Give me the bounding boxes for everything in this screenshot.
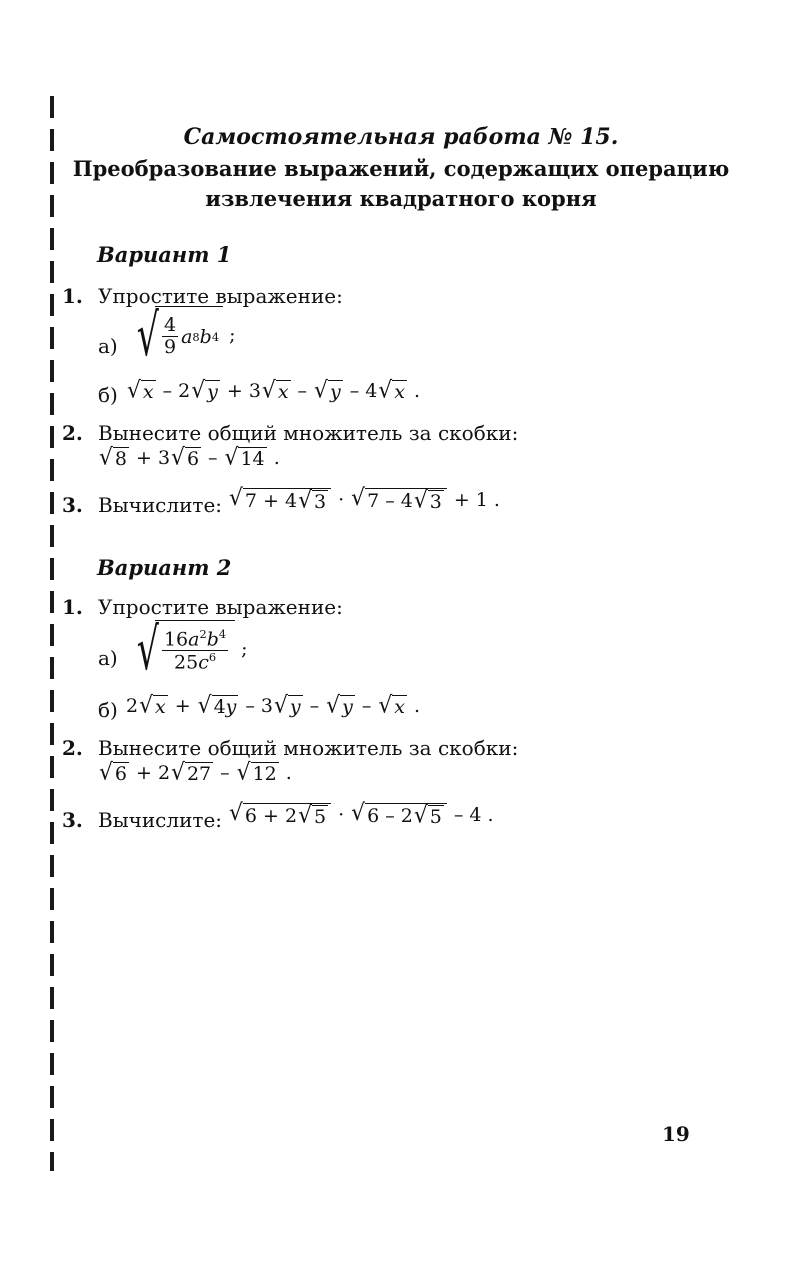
v2-task2-number: 2. [62,736,83,760]
v1-task2-expression: √ 8 + 3 √ 6 – √ 14 . [99,444,280,471]
v2-task1-text: Упростите выражение: [98,595,343,619]
v1-task1a-label: а) [98,334,118,358]
v2-task1a-label: а) [98,646,118,670]
v1-task2-text: Вынесите общий множитель за скобки: [98,421,519,445]
v2-task3-expression: √ 6 + 2 √ 5 · √ 6 – 2 √ 5 – 4 . [229,800,494,829]
page-subtitle-line-1: Преобразование выражений, содержащих операцию [72,156,730,181]
cut-line [50,96,54,1171]
v2-task1b-expression: 2 √ x + √ 4y – 3 √ y – √ y – √ x . [126,692,421,719]
v1-task1b-label: б) [98,383,118,407]
v1-task1a-expression: √ $\frac{4}{9}$ a 8 b 4 ; [136,301,236,369]
v2-task1a-expression: √ $\frac{16a^2b^4}{25c^6}$ ; [136,615,248,683]
v1-task3-number: 3. [62,493,83,517]
v1-task3-expression: √ 7 + 4 √ 3 · √ 7 – 4 √ 3 + 1 . [229,485,500,514]
v2-task3-number: 3. [62,808,83,832]
page-title: Самостоятельная работа № 15. [183,124,619,150]
variant-2-heading: Вариант 2 [97,555,232,580]
v1-task1b-expression: √ x – 2 √ y + 3 √ x – √ y – 4 √ x . [127,377,421,404]
v1-task3-text: Вычислите: [98,493,223,517]
page-subtitle-line-2: извлечения квадратного корня [205,186,597,211]
variant-1-heading: Вариант 1 [97,242,232,267]
v1-task2-number: 2. [62,421,83,445]
v2-task3-text: Вычислите: [98,808,223,832]
v2-task1b-label: б) [98,698,118,722]
v2-task1-number: 1. [62,595,83,619]
page-number: 19 [662,1122,690,1146]
v1-task1-text: Упростите выражение: [98,284,343,308]
v1-task1-number: 1. [62,284,83,308]
v2-task2-text: Вынесите общий множитель за скобки: [98,736,519,760]
v2-task2-expression: √ 6 + 2 √ 27 – √ 12 . [99,759,292,786]
